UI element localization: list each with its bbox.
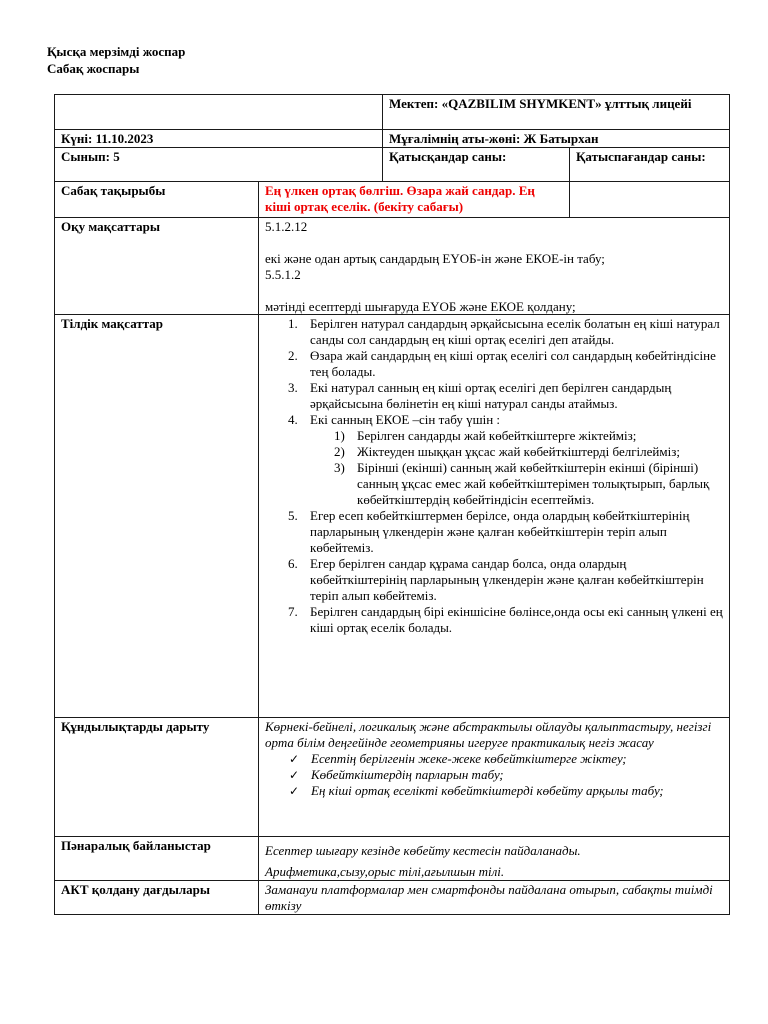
- sub-list: [265, 428, 723, 508]
- topic-label-cell: Сабақ тақырыбы: [54, 181, 259, 218]
- list-item: 1. Берілген натурал сандардың әрқайсысына еселік болатын ең кіші натурал санды сол сандардың ең кіші ортақ еселігі деп атайды.: [288, 316, 720, 347]
- values-cell: [258, 717, 730, 837]
- objective-code: 5.5.1.2: [265, 267, 301, 282]
- values-label-cell: Құндылықтарды дарыту: [54, 717, 259, 837]
- topic-value-cell: Ең үлкен ортақ бөлгіш. Өзара жай сандар. Ең кіші ортақ еселік. (бекіту сабағы): [258, 181, 570, 218]
- topic-empty-cell: [569, 181, 730, 218]
- checkmark-icon: ✓: [289, 768, 300, 782]
- list-item: 6. Егер берілген сандар құрама сандар болса, онда олардың көбейткіштерінің парларының үлкендерін және қалған көбейткіштерін теріп алып көбейтеміз.: [288, 556, 704, 603]
- checklist-item: ✓ Есептің берілгенін жеке-жеке көбейткіштерге жіктеу;: [289, 751, 627, 766]
- objectives-cell: [258, 217, 730, 315]
- list-item: 5. Егер есеп көбейткіштермен берілсе, онда олардың көбейткіштерінің парларының үлкендерін және қалған көбейткіштерін теріп алып көбейтеміз.: [288, 508, 690, 555]
- document-title: Қысқа мерзімді жоспар: [47, 44, 186, 59]
- empty-header-cell: [54, 94, 383, 130]
- interdisciplinary-label-cell: Пәнаралық байланыстар: [54, 836, 259, 881]
- sub-list-item: 2) Жіктеуден шыққан ұқсас жай көбейткіштерді белгілейміз;: [334, 444, 680, 459]
- date-cell: Күні: 11.10.2023: [54, 129, 383, 148]
- blank-line: [265, 235, 723, 251]
- interdisciplinary-cell: [258, 836, 730, 881]
- checkmark-icon: ✓: [289, 784, 300, 798]
- interdisciplinary-line: Есептер шығару кезінде көбейту кестесін пайдаланады.: [265, 843, 581, 858]
- present-count-cell: Қатысқандар саны:: [382, 147, 570, 182]
- values-intro: Көрнекі-бейнелі, логикалық және абстрактылы ойлауды қалыптастыру, негізгі орта білім деңгейінде геометрияны игеруге практикалық негіз жасау: [265, 719, 712, 750]
- values-checklist: [265, 751, 723, 799]
- list-item: 7. Берілген сандардың бірі екіншісіне бөлінсе,онда осы екі санның үлкені ең кіші ортақ еселік болады.: [288, 604, 723, 635]
- list-item: 3. Екі натурал санның ең кіші ортақ еселігі деп берілген сандардың әрқайсысына бөлінетін ең кіші натурал санды атаймыз.: [288, 380, 672, 411]
- checklist-item: ✓ Ең кіші ортақ еселікті көбейткіштерді көбейту арқылы табу;: [289, 783, 664, 798]
- absent-count-cell: Қатыспағандар саны:: [569, 147, 730, 182]
- sub-list-item: 1) Берілген сандарды жай көбейткіштерге жіктейміз;: [334, 428, 637, 443]
- objective-text: екі және одан артық сандардың ЕҮОБ-ін және ЕКОЕ-ін табу;: [265, 251, 605, 266]
- ict-cell: Заманауи платформалар мен смартфонды пайдалана отырып, сабақты тиімді өткізу: [258, 880, 730, 915]
- list-item: 2. Өзара жай сандардың ең кіші ортақ еселігі сол сандардың көбейтіндісіне тең болады.: [288, 348, 716, 379]
- language-goals-cell: [258, 314, 730, 718]
- school-cell: Мектеп: «QAZBILIM SHYMKENT» ұлттық лицейі: [382, 94, 730, 130]
- language-goals-list: [265, 316, 723, 636]
- checkmark-icon: ✓: [289, 752, 300, 766]
- checklist-item: ✓ Көбейткіштердің парларын табу;: [289, 767, 504, 782]
- document-subtitle: Сабақ жоспары: [47, 61, 140, 76]
- objectives-label-cell: Оқу мақсаттары: [54, 217, 259, 315]
- list-item: 4. Екі санның ЕКОЕ –сін табу үшін : 1) Берілген сандарды жай көбейткіштерге жіктейміз; 2) Жіктеуден шыққан ұқсас жай көбейткіштерді белгілейміз; 3) Бірінші (екінші) санның жай көбейткіштерін екінші (бірінші) санның ұқсас емес жай көбейткіштерімен толықтырып, барлық көбейткіштердің көбейтіндісін есептейміз.: [265, 412, 723, 508]
- ict-label-cell: АКТ қолдану дағдылары: [54, 880, 259, 915]
- blank-line: [265, 283, 723, 299]
- interdisciplinary-line: Арифметика,сызу,орыс тілі,ағылшын тілі.: [265, 864, 505, 879]
- objective-text: мәтінді есептерді шығаруда ЕҮОБ және ЕКОЕ қолдану;: [265, 299, 576, 314]
- objective-code: 5.1.2.12: [265, 219, 308, 234]
- class-cell: Сынып: 5: [54, 147, 383, 182]
- teacher-cell: Мұғалімнің аты-жөні: Ж Батырхан: [382, 129, 730, 148]
- sub-list-item: 3) Бірінші (екінші) санның жай көбейткіштерін екінші (бірінші) санның ұқсас емес жай көбейткіштерімен толықтырып, барлық көбейткіштердің көбейтіндісін есептейміз.: [334, 460, 710, 507]
- language-label-cell: Тілдік мақсаттар: [54, 314, 259, 718]
